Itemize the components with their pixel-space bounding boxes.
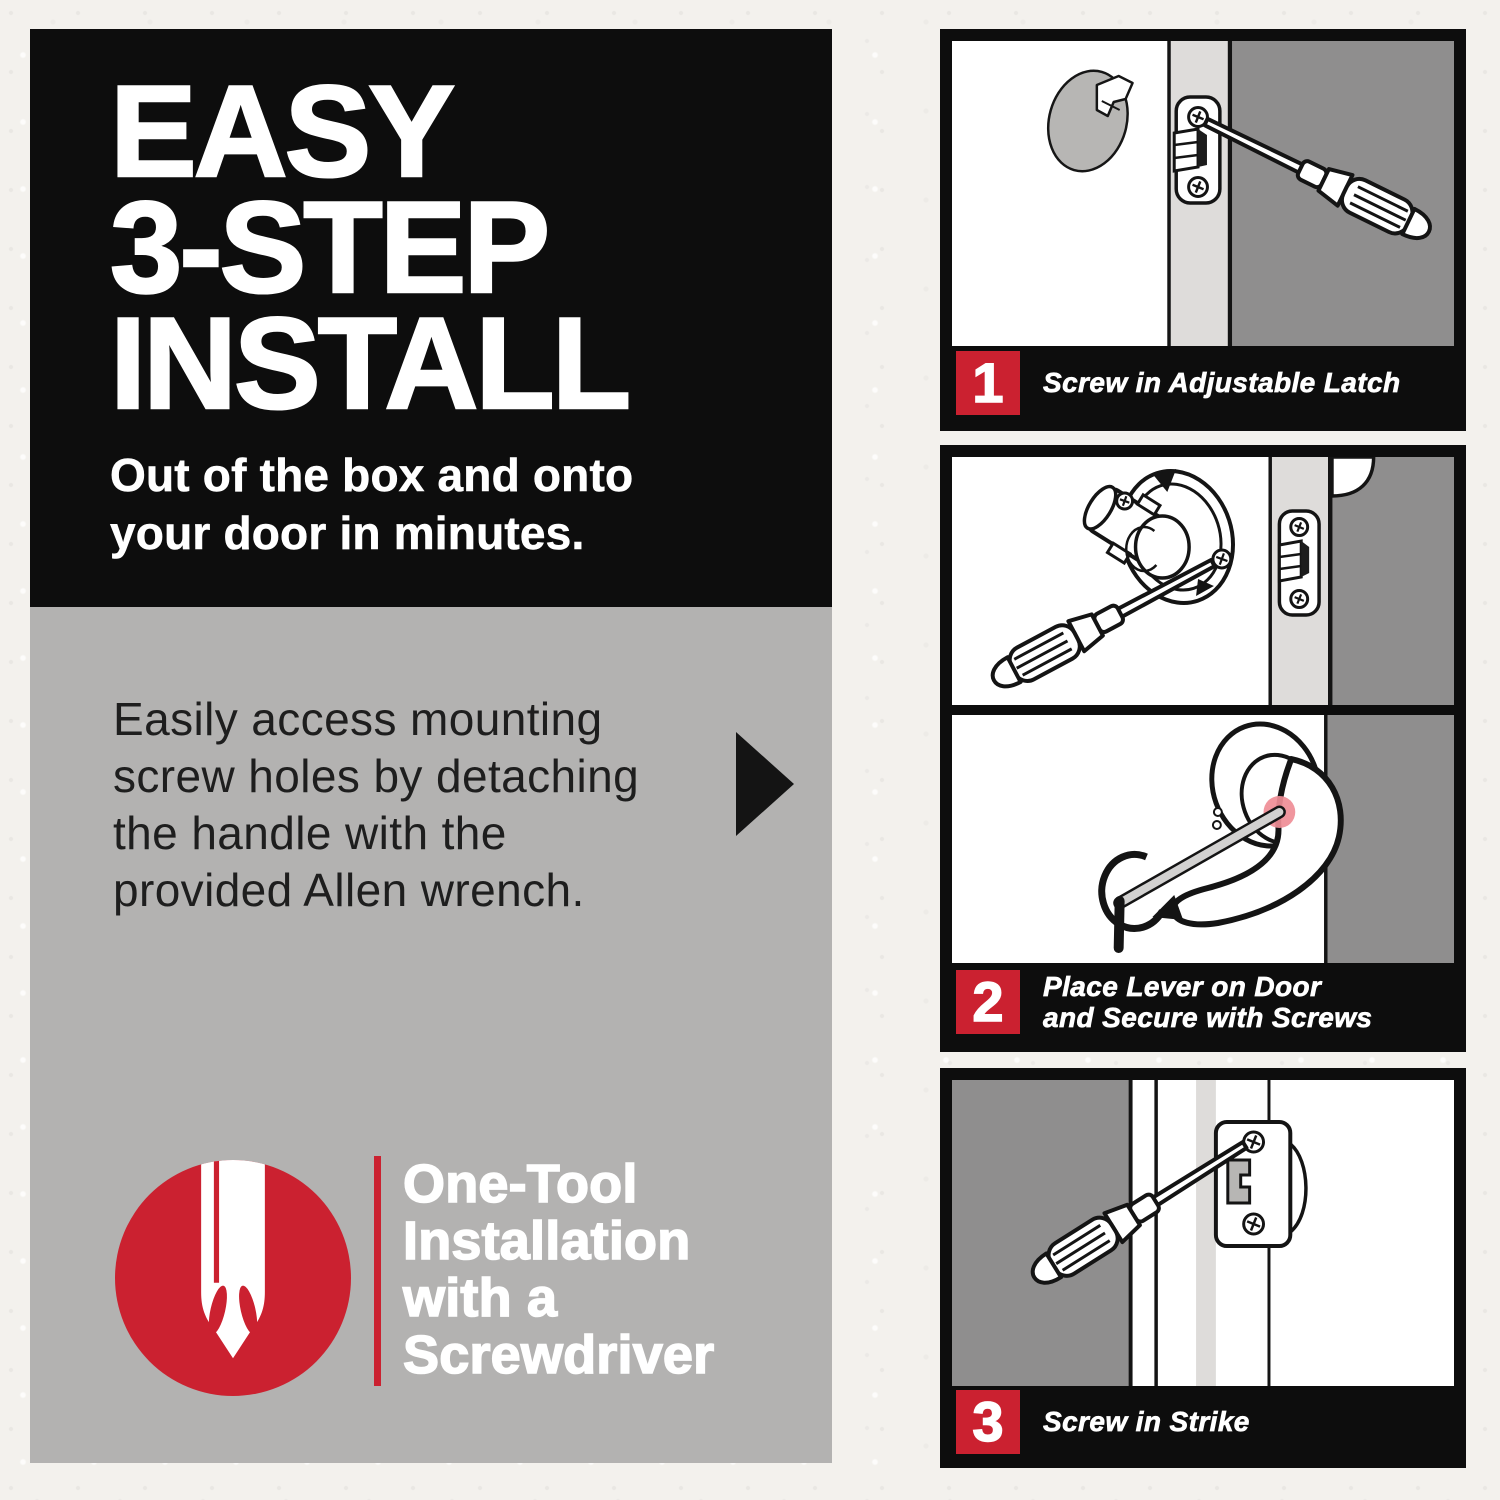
headline-line-3: INSTALL	[110, 290, 629, 436]
step-2-caption-line-1: Place Lever on Door	[1043, 970, 1322, 1002]
step-1-illustration	[952, 41, 1454, 346]
latch-plate	[1174, 97, 1220, 203]
feature-body-line-1: Easily access mounting	[113, 693, 603, 745]
step-3-caption-bar	[952, 1386, 1454, 1457]
step-3-panel	[940, 1068, 1466, 1468]
step-1-caption-line-1: Screw in Adjustable Latch	[1043, 367, 1401, 398]
headline-line-2: 3-STEP	[110, 174, 548, 320]
subheadline	[110, 446, 832, 562]
step-3-illustration	[952, 1080, 1454, 1386]
step-1-caption-bar	[952, 346, 1454, 419]
one-tool-label-line-1: One-Tool	[403, 1154, 638, 1214]
feature-body-line-4: provided Allen wrench.	[113, 864, 585, 916]
feature-body-text	[113, 691, 639, 919]
step-1-panel	[940, 29, 1466, 431]
step-2-panel	[940, 445, 1466, 1052]
background-shade	[1327, 715, 1454, 963]
latch-plate	[1279, 511, 1319, 615]
step-2-illustration-top	[952, 457, 1454, 705]
one-tool-label-line-3: with a	[403, 1268, 558, 1328]
step-3-caption	[1043, 1406, 1250, 1437]
subheadline-line-1: Out of the box and onto	[110, 449, 634, 501]
step-3-number-badge: 3	[956, 1390, 1020, 1454]
step-2-caption-line-2: and Secure with Screws	[1043, 1001, 1373, 1033]
headline-line-1: EASY	[110, 58, 453, 204]
step-2-caption	[1043, 971, 1372, 1033]
feature-panel	[30, 607, 832, 1463]
right-arrow-icon	[736, 732, 794, 836]
headline-panel	[30, 29, 832, 607]
one-tool-label-line-2: Installation	[403, 1211, 691, 1271]
feature-body-line-3: the handle with the	[113, 807, 507, 859]
step-1-caption	[1043, 367, 1400, 398]
subheadline-line-2: your door in minutes.	[110, 507, 585, 559]
one-tool-label-line-4: Screwdriver	[403, 1325, 715, 1385]
step-2-number-badge: 2	[956, 970, 1020, 1034]
red-divider-line	[374, 1156, 381, 1386]
one-tool-badge	[115, 1160, 351, 1396]
step-2-illustration-bottom	[952, 715, 1454, 963]
one-tool-label	[403, 1156, 714, 1384]
step-1-number-badge: 1	[956, 351, 1020, 415]
step-3-caption-line-1: Screw in Strike	[1043, 1406, 1250, 1437]
phillips-screwdriver-tip-icon	[115, 1160, 351, 1396]
door-stop-strip	[1196, 1080, 1216, 1386]
feature-body-line-2: screw holes by detaching	[113, 750, 640, 802]
step-2-caption-bar	[952, 963, 1454, 1040]
